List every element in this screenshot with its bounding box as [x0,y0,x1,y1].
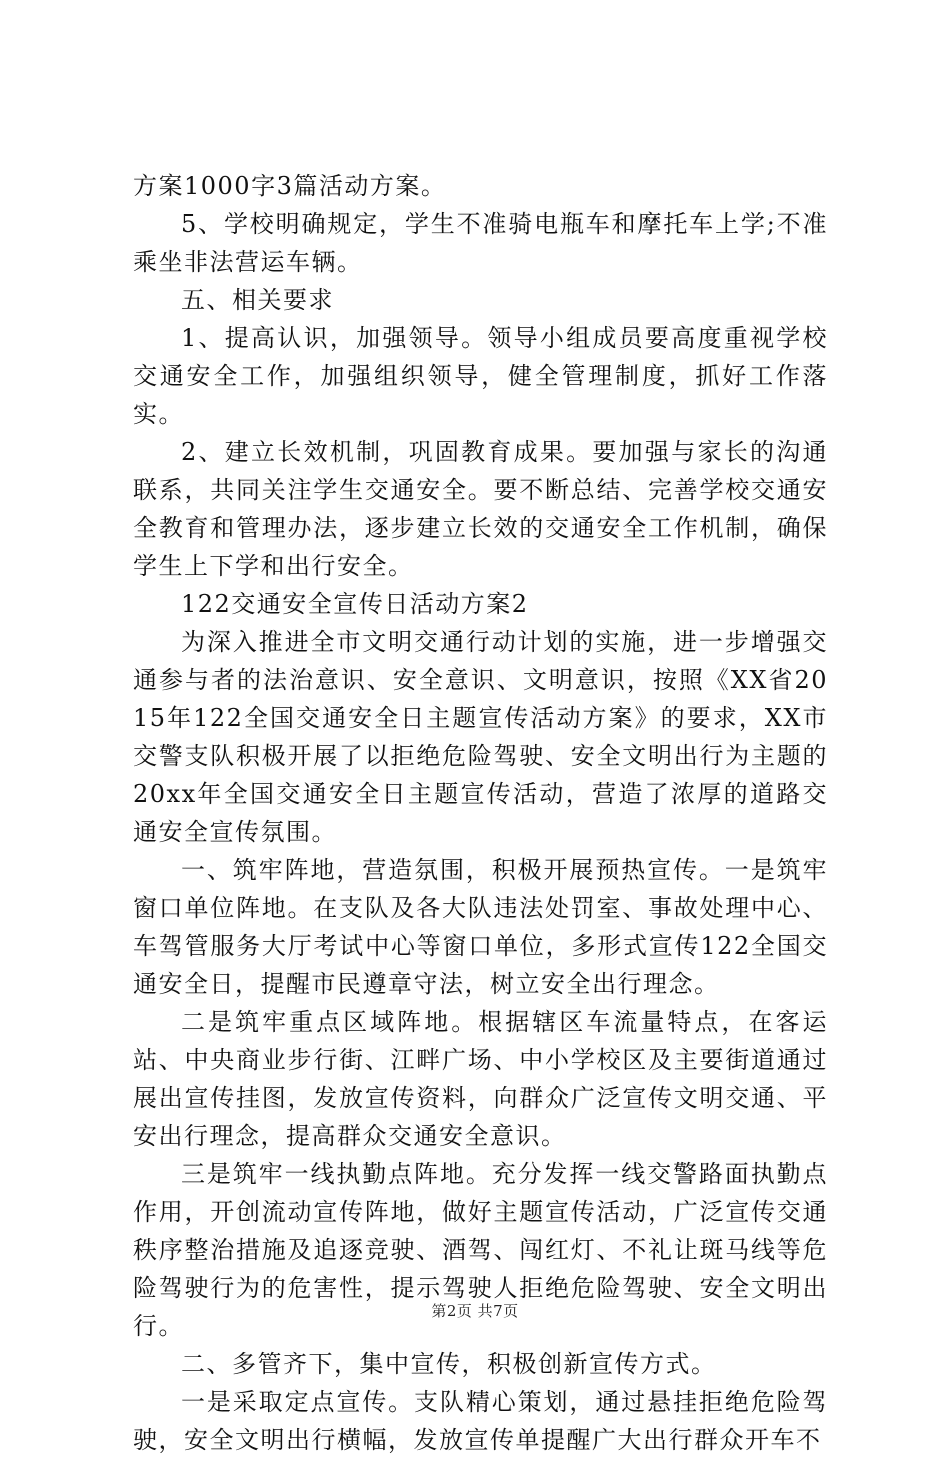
paragraph-11: 二、多管齐下，集中宣传，积极创新宣传方式。 [181,1350,717,1378]
section-heading-requirements: 五、相关要求 [181,286,334,314]
paragraph-9: 二是筑牢重点区域阵地。根据辖区车流量特点，在客运站、中央商业步行街、江畔广场、中小学校区及主要街道通过展出宣传挂图，发放宣传资料，向群众广泛宣传文明交通、平安出行理念，提高群众交通安全意识。 [133,1008,828,1150]
page-number-footer: 第2页 共7页 [431,1302,519,1320]
paragraph-8: 一、筑牢阵地，营造氛围，积极开展预热宣传。一是筑牢窗口单位阵地。在支队及各大队违法处罚室、事故处理中心、车驾管服务大厅考试中心等窗口单位，多形式宣传122全国交通安全日，提醒市民遵章守法，树立安全出行理念。 [133,856,828,998]
paragraph-2: 5、学校明确规定，学生不准骑电瓶车和摩托车上学;不准乘坐非法营运车辆。 [133,210,828,276]
paragraph-10: 三是筑牢一线执勤点阵地。充分发挥一线交警路面执勤点作用，开创流动宣传阵地，做好主题宣传活动，广泛宣传交通秩序整治措施及追逐竞驶、酒驾、闯红灯、不礼让斑马线等危险驾驶行为的危害性，提示驾驶人拒绝危险驾驶、安全文明出行。 [133,1160,828,1340]
paragraph-5: 2、建立长效机制，巩固教育成果。要加强与家长的沟通联系，共同关注学生交通安全。要不断总结、完善学校交通安全教育和管理办法，逐步建立长效的交通安全工作机制，确保学生上下学和出行安全。 [133,438,828,580]
paragraph-1: 方案1000字3篇活动方案。 [133,172,447,200]
section-title-plan-2: 122交通安全宣传日活动方案2 [181,590,529,618]
paragraph-12: 一是采取定点宣传。支队精心策划，通过悬挂拒绝危险驾驶，安全文明出行横幅，发放宣传单提醒广大出行群众开车不 [133,1388,828,1454]
paragraph-4: 1、提高认识，加强领导。领导小组成员要高度重视学校交通安全工作，加强组织领导，健全管理制度，抓好工作落实。 [133,324,828,428]
document-body [133,167,828,1459]
paragraph-7: 为深入推进全市文明交通行动计划的实施，进一步增强交通参与者的法治意识、安全意识、文明意识，按照《XX省2015年122全国交通安全日主题宣传活动方案》的要求，XX市交警支队积极开展了以拒绝危险驾驶、安全文明出行为主题的20xx年全国交通安全日主题宣传活动，营造了浓厚的道路交通安全宣传氛围。 [133,628,828,846]
